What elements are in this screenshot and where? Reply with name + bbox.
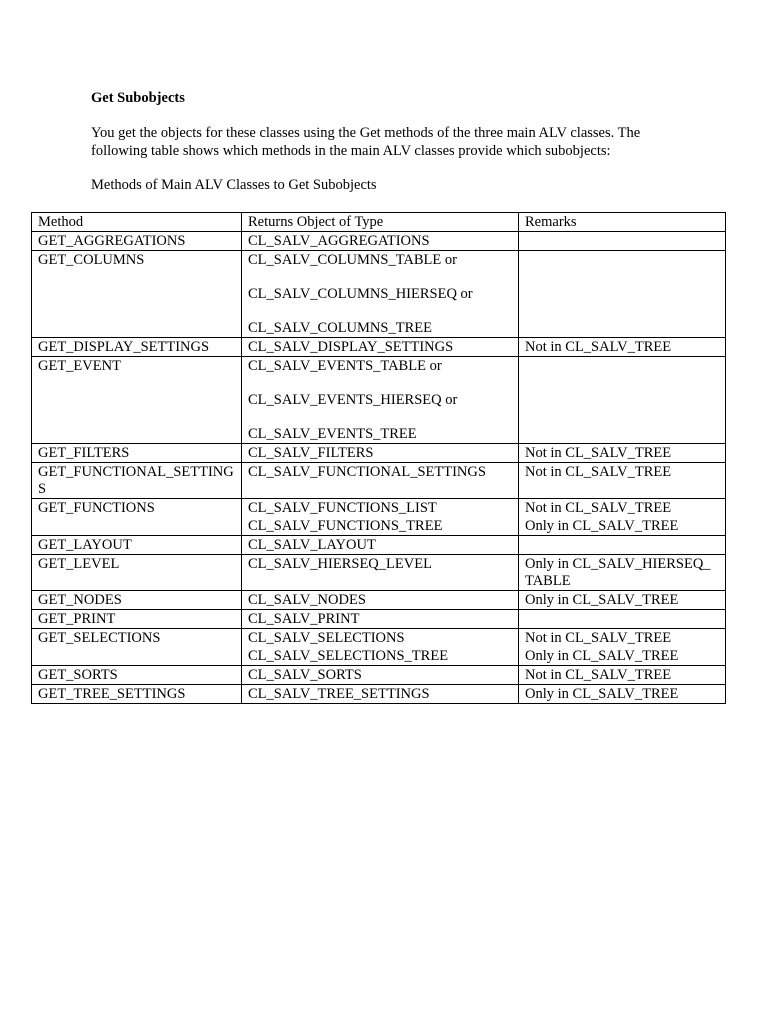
table-row	[32, 647, 726, 666]
cell-remarks: Not in CL_SALV_TREE	[519, 499, 726, 518]
cell-method: GET_FUNCTIONAL_SETTINGS	[32, 463, 242, 499]
table-row	[32, 555, 726, 591]
cell-return-type	[242, 232, 519, 251]
table-caption: Methods of Main ALV Classes to Get Subobjects	[91, 177, 377, 193]
cell-return-type	[242, 666, 519, 685]
return-type-line: CL_SALV_EVENTS_TREE	[248, 426, 417, 442]
return-type-line: CL_SALV_FUNCTIONAL_SETTINGS	[248, 464, 486, 480]
table-row	[32, 517, 726, 536]
cell-method: GET_AGGREGATIONS	[32, 232, 242, 251]
section-heading: Get Subobjects	[91, 90, 185, 106]
cell-remarks: Not in CL_SALV_TREE	[519, 629, 726, 648]
cell-remarks: Not in CL_SALV_TREE	[519, 463, 726, 499]
methods-table	[31, 212, 726, 704]
table-row	[32, 610, 726, 629]
cell-method	[32, 517, 242, 536]
header-remarks: Remarks	[519, 213, 726, 232]
line-gap	[248, 375, 512, 392]
table-row	[32, 338, 726, 357]
cell-remarks	[519, 232, 726, 251]
table-row	[32, 444, 726, 463]
return-type-line: CL_SALV_SORTS	[248, 667, 362, 683]
line-gap	[248, 409, 512, 426]
cell-return-type	[242, 536, 519, 555]
table-row	[32, 499, 726, 518]
return-type-line: CL_SALV_FUNCTIONS_TREE	[248, 518, 443, 534]
cell-method: GET_FILTERS	[32, 444, 242, 463]
cell-remarks	[519, 251, 726, 338]
table-row	[32, 685, 726, 704]
table-row	[32, 251, 726, 338]
return-type-line: CL_SALV_LAYOUT	[248, 537, 376, 553]
cell-remarks: Only in CL_SALV_TREE	[519, 647, 726, 666]
line-gap	[248, 303, 512, 320]
cell-remarks: Not in CL_SALV_TREE	[519, 338, 726, 357]
cell-return-type	[242, 499, 519, 518]
return-type-line: CL_SALV_COLUMNS_TABLE or	[248, 252, 457, 268]
return-type-line: CL_SALV_EVENTS_TABLE or	[248, 358, 442, 374]
return-type-line: CL_SALV_SELECTIONS	[248, 630, 405, 646]
return-type-line: CL_SALV_AGGREGATIONS	[248, 233, 430, 249]
table-row	[32, 232, 726, 251]
cell-return-type	[242, 685, 519, 704]
cell-remarks: Not in CL_SALV_TREE	[519, 444, 726, 463]
cell-remarks	[519, 536, 726, 555]
table-row	[32, 463, 726, 499]
table-header-row	[32, 213, 726, 232]
return-type-line: CL_SALV_FILTERS	[248, 445, 374, 461]
return-type-line: CL_SALV_FUNCTIONS_LIST	[248, 500, 437, 516]
cell-method: GET_LEVEL	[32, 555, 242, 591]
return-type-line: CL_SALV_TREE_SETTINGS	[248, 686, 430, 702]
return-type-line: CL_SALV_COLUMNS_TREE	[248, 320, 432, 336]
return-type-line: CL_SALV_SELECTIONS_TREE	[248, 648, 449, 664]
cell-return-type	[242, 610, 519, 629]
cell-return-type	[242, 629, 519, 648]
cell-return-type	[242, 517, 519, 536]
cell-remarks: Not in CL_SALV_TREE	[519, 666, 726, 685]
cell-method: GET_PRINT	[32, 610, 242, 629]
cell-remarks: Only in CL_SALV_HIERSEQ_TABLE	[519, 555, 726, 591]
cell-return-type	[242, 357, 519, 444]
table-row	[32, 357, 726, 444]
table-row	[32, 666, 726, 685]
return-type-line: CL_SALV_HIERSEQ_LEVEL	[248, 556, 432, 572]
cell-remarks	[519, 357, 726, 444]
return-type-line: CL_SALV_EVENTS_HIERSEQ or	[248, 392, 458, 408]
cell-method: GET_SELECTIONS	[32, 629, 242, 648]
cell-return-type	[242, 338, 519, 357]
cell-remarks: Only in CL_SALV_TREE	[519, 517, 726, 536]
table-row	[32, 536, 726, 555]
cell-return-type	[242, 251, 519, 338]
return-type-line: CL_SALV_DISPLAY_SETTINGS	[248, 339, 454, 355]
return-type-line: CL_SALV_COLUMNS_HIERSEQ or	[248, 286, 473, 302]
intro-paragraph: You get the objects for these classes using the Get methods of the three main ALV classes. The following table shows which methods in the main ALV classes provide which subobjects:	[91, 125, 641, 159]
cell-return-type	[242, 463, 519, 499]
cell-return-type	[242, 444, 519, 463]
table-row	[32, 591, 726, 610]
return-type-line: CL_SALV_NODES	[248, 592, 366, 608]
cell-remarks	[519, 610, 726, 629]
cell-return-type	[242, 555, 519, 591]
cell-method: GET_TREE_SETTINGS	[32, 685, 242, 704]
cell-method	[32, 647, 242, 666]
cell-method: GET_COLUMNS	[32, 251, 242, 338]
cell-method: GET_FUNCTIONS	[32, 499, 242, 518]
cell-method: GET_EVENT	[32, 357, 242, 444]
header-method: Method	[32, 213, 242, 232]
cell-remarks: Only in CL_SALV_TREE	[519, 591, 726, 610]
cell-method: GET_LAYOUT	[32, 536, 242, 555]
cell-return-type	[242, 591, 519, 610]
cell-method: GET_NODES	[32, 591, 242, 610]
header-returns-type: Returns Object of Type	[242, 213, 519, 232]
cell-method: GET_SORTS	[32, 666, 242, 685]
cell-remarks: Only in CL_SALV_TREE	[519, 685, 726, 704]
cell-method: GET_DISPLAY_SETTINGS	[32, 338, 242, 357]
cell-return-type	[242, 647, 519, 666]
return-type-line: CL_SALV_PRINT	[248, 611, 360, 627]
table-row	[32, 629, 726, 648]
line-gap	[248, 269, 512, 286]
